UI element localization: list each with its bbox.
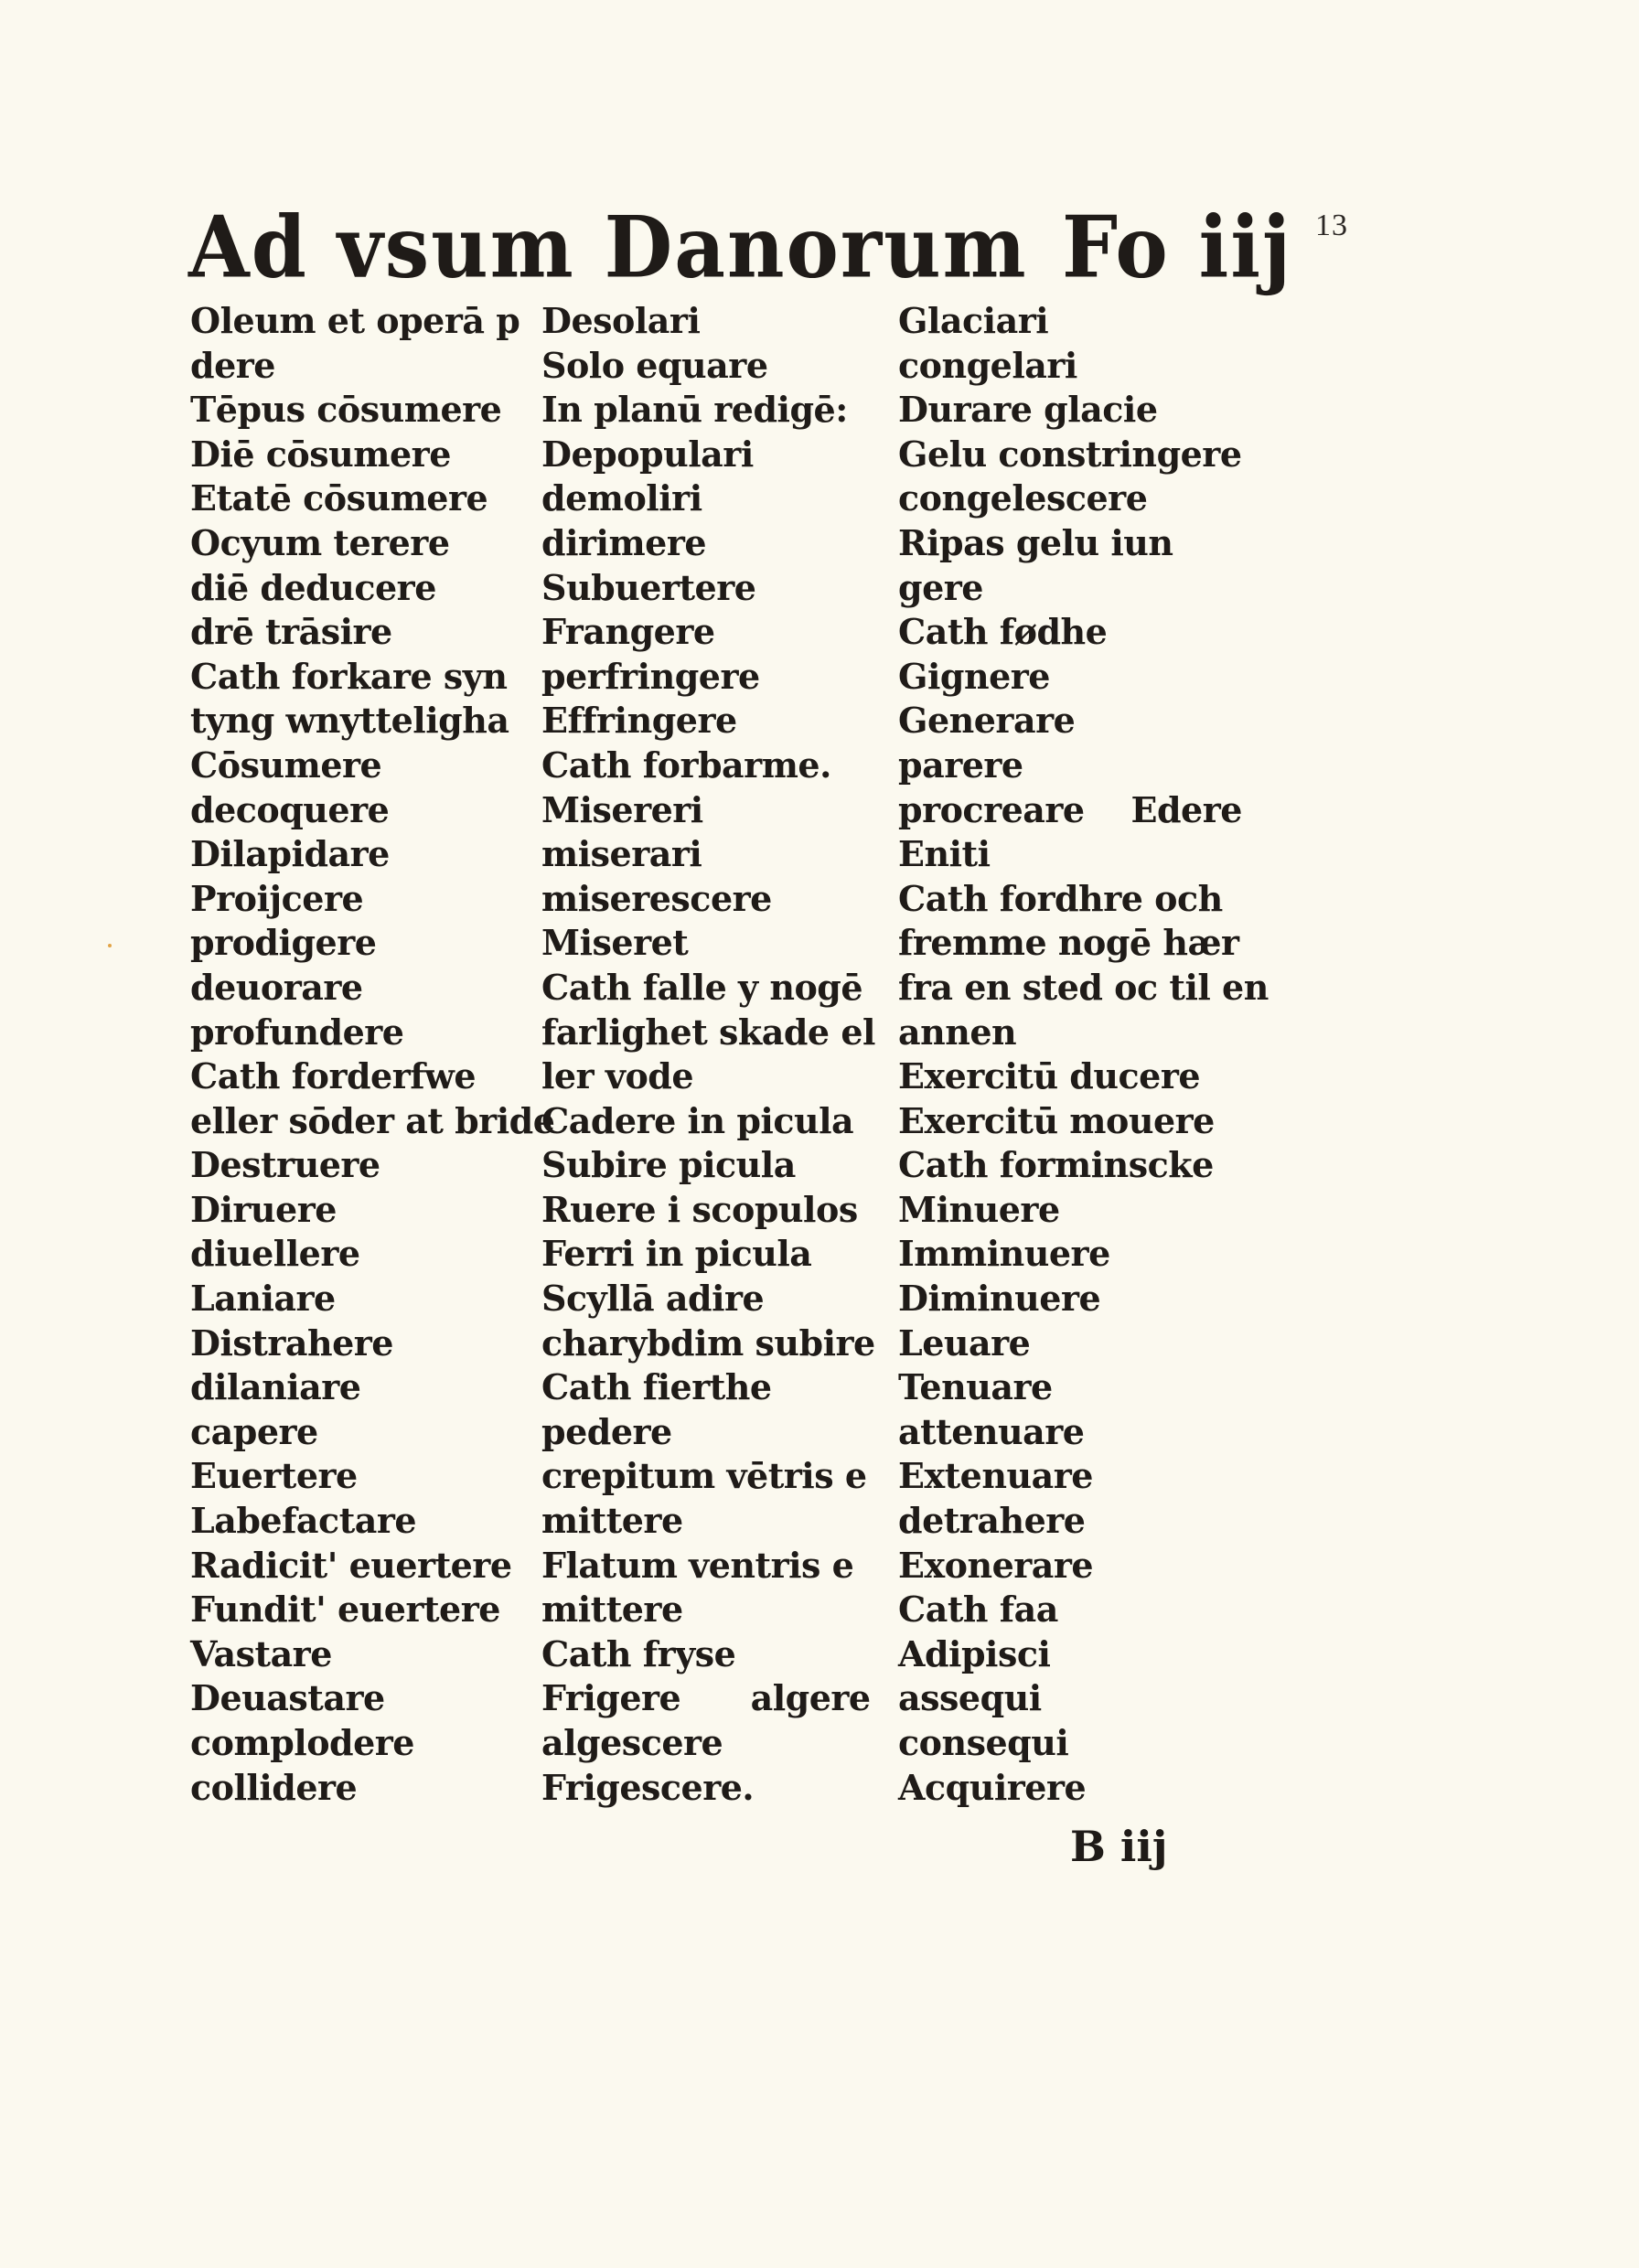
text-line: Cath fryse xyxy=(541,1632,736,1674)
text-line: demoliri xyxy=(541,477,702,519)
text-line: Adipisci xyxy=(898,1632,1051,1674)
text-line: Cath forkare syn xyxy=(190,655,508,697)
text-line: Subire picula xyxy=(541,1144,796,1186)
text-line: congelescere xyxy=(898,477,1148,519)
text-line: Proijcere xyxy=(190,877,364,919)
page-number: 13 xyxy=(1315,209,1348,242)
text-line: prodigere xyxy=(190,922,377,964)
text-line: detrahere xyxy=(898,1500,1086,1542)
text-line: farlighet skade el xyxy=(541,1011,875,1053)
text-column-3 xyxy=(898,299,1269,1810)
paper-speck xyxy=(108,944,112,947)
text-line: Generare xyxy=(898,700,1076,742)
text-line: perfringere xyxy=(541,655,760,697)
text-line: charybdim subire xyxy=(541,1321,875,1364)
text-line: Desolari xyxy=(541,300,701,341)
text-line: parere xyxy=(898,744,1023,786)
text-line: Cōsumere xyxy=(190,744,382,786)
text-line: Frigescere. xyxy=(541,1766,755,1808)
text-line: assequi xyxy=(898,1677,1042,1719)
text-line: annen xyxy=(898,1011,1017,1053)
text-line: gere xyxy=(898,566,983,608)
text-line: Tenuare xyxy=(898,1366,1053,1408)
text-line: Euertere xyxy=(190,1455,358,1497)
text-line: Distrahere xyxy=(190,1321,393,1364)
text-line: miserari xyxy=(541,833,702,875)
text-line: mittere xyxy=(541,1500,683,1542)
text-line: dirimere xyxy=(541,521,707,563)
text-line: Gelu constringere xyxy=(898,433,1242,475)
text-line: Cath forbarme. xyxy=(541,744,831,786)
text-line: Vastare xyxy=(190,1632,332,1674)
text-line: Frangere xyxy=(541,611,715,653)
text-line: Depopulari xyxy=(541,433,754,475)
text-line: Ruere i scopulos xyxy=(541,1188,858,1230)
text-line: Laniare xyxy=(190,1278,336,1320)
text-line: Cath faa xyxy=(898,1589,1058,1631)
text-line: Etatē cōsumere xyxy=(190,477,488,519)
text-line: Deuastare xyxy=(190,1677,385,1719)
text-line: Diē cōsumere xyxy=(190,433,451,475)
text-line: In planū redigē: xyxy=(541,389,848,431)
text-line: Imminuere xyxy=(898,1233,1110,1275)
text-line: Minuere xyxy=(898,1188,1060,1230)
text-line: Dilapidare xyxy=(190,833,390,875)
text-line: mittere xyxy=(541,1589,683,1631)
text-line: eller sōder at bride xyxy=(190,1099,555,1141)
text-line: Acquirere xyxy=(898,1766,1087,1808)
text-line: Destruere xyxy=(190,1144,380,1186)
text-line: diē deducere xyxy=(190,566,436,608)
text-column-1 xyxy=(190,299,556,1810)
text-line: ler vode xyxy=(541,1055,694,1097)
text-line: decoquere xyxy=(190,788,390,830)
header-title: Ad vsum Danorum xyxy=(188,198,1028,298)
text-line: Subuertere xyxy=(541,566,756,608)
header-folio: Fo iij xyxy=(1062,198,1293,298)
text-line: Fundit' euertere xyxy=(190,1589,500,1631)
text-line: fra en sted oc til en xyxy=(898,966,1269,1008)
signature-mark: B iij xyxy=(1070,1822,1168,1871)
text-line: Frigere algere xyxy=(541,1677,871,1719)
text-line: Cadere in picula xyxy=(541,1099,854,1141)
text-line: attenuare xyxy=(898,1410,1085,1452)
text-line: Diruere xyxy=(190,1188,337,1230)
text-line: Solo equare xyxy=(541,344,768,386)
text-line: drē trāsire xyxy=(190,611,392,653)
text-line: miserescere xyxy=(541,877,772,919)
text-line: Tēpus cōsumere xyxy=(190,389,502,431)
text-line: Gignere xyxy=(898,655,1050,697)
text-line: Scyllā adire xyxy=(541,1278,765,1320)
text-line: Cath fødhe xyxy=(898,611,1108,653)
text-line: tyng wnytteligha xyxy=(190,700,509,742)
text-line: Cath fierthe xyxy=(541,1366,772,1408)
text-line: fremme nogē hær xyxy=(898,922,1239,964)
text-line: diuellere xyxy=(190,1233,360,1275)
text-line: Ocyum terere xyxy=(190,521,450,563)
text-line: Durare glacie xyxy=(898,389,1158,431)
text-line: congelari xyxy=(898,344,1077,386)
text-line: Labefactare xyxy=(190,1500,417,1542)
text-line: Glaciari xyxy=(898,300,1049,341)
text-line: Flatum ventris e xyxy=(541,1544,854,1586)
text-line: Exonerare xyxy=(898,1544,1094,1586)
text-line: profundere xyxy=(190,1011,404,1053)
text-line: Cath forderfwe xyxy=(190,1055,476,1097)
text-line: Cath falle y nogē xyxy=(541,966,863,1008)
text-line: Oleum et operā p xyxy=(190,300,520,341)
running-header xyxy=(188,198,1293,298)
text-column-2 xyxy=(541,299,907,1810)
text-line: Cath fordhre och xyxy=(898,877,1223,919)
text-line: crepitum vētris e xyxy=(541,1455,867,1497)
text-line: collidere xyxy=(190,1766,358,1808)
text-line: Cath forminscke xyxy=(898,1144,1214,1186)
text-line: Ferri in picula xyxy=(541,1233,812,1275)
text-line: dilaniare xyxy=(190,1366,361,1408)
text-line: algescere xyxy=(541,1722,723,1763)
text-line: pedere xyxy=(541,1410,672,1452)
text-line: Extenuare xyxy=(898,1455,1093,1497)
text-line: Eniti xyxy=(898,833,991,875)
text-line: Misereri xyxy=(541,788,703,830)
text-line: Miseret xyxy=(541,922,689,964)
text-line: complodere xyxy=(190,1722,414,1763)
text-line: Ripas gelu iun xyxy=(898,521,1173,563)
text-line: Exercitū ducere xyxy=(898,1055,1201,1097)
text-line: Diminuere xyxy=(898,1278,1101,1320)
text-line: Exercitū mouere xyxy=(898,1099,1215,1141)
text-line: consequi xyxy=(898,1722,1069,1763)
text-line: Effringere xyxy=(541,700,737,742)
text-line: Radicit' euertere xyxy=(190,1544,512,1586)
text-line: procreare Edere xyxy=(898,788,1242,830)
text-line: capere xyxy=(190,1410,318,1452)
text-line: dere xyxy=(190,344,275,386)
text-line: deuorare xyxy=(190,966,363,1008)
text-line: Leuare xyxy=(898,1321,1031,1364)
